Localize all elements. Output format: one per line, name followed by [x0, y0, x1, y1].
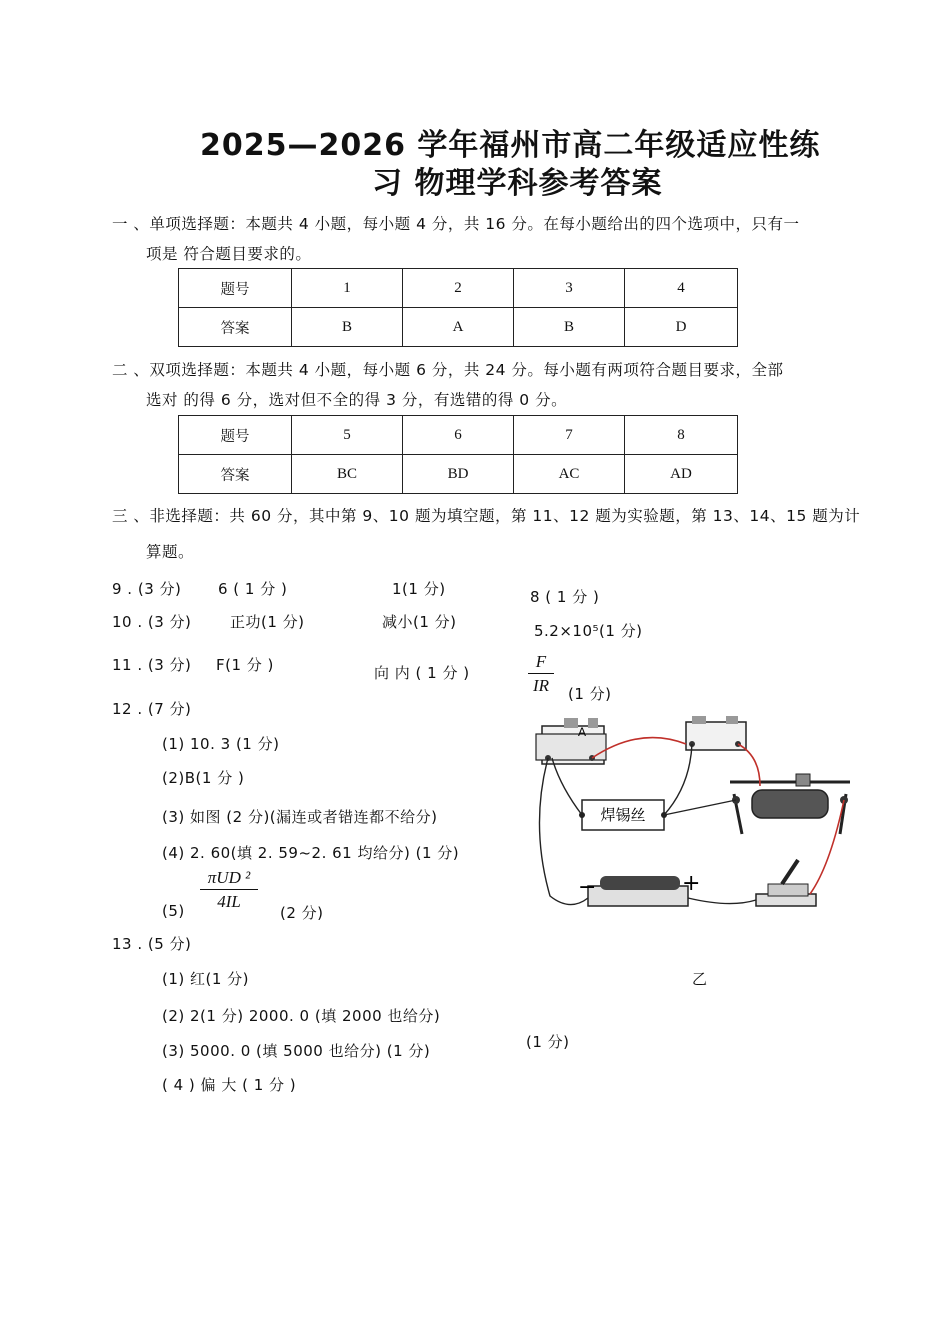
- q11-answer-1: F(1 分 ): [216, 656, 274, 674]
- q13-part-2-score: (1 分): [526, 1033, 570, 1051]
- section2-heading-cont: 选对 的得 6 分，选对但不全的得 3 分，有选错的得 0 分。: [146, 391, 568, 409]
- table-cell: BD: [403, 455, 514, 494]
- solder-wire-label: 焊锡丝: [600, 806, 646, 824]
- q10-answer-2: 减小(1 分): [382, 613, 457, 631]
- table-cell: 5: [292, 416, 403, 455]
- q9-label: 9 . (3 分): [112, 580, 182, 598]
- q13-part-2: (2) 2(1 分) 2000. 0 (填 2000 也给分): [162, 1007, 441, 1025]
- table-cell: 4: [625, 269, 738, 308]
- q10-answer-1: 正功(1 分): [230, 613, 305, 631]
- table-cell: 6: [403, 416, 514, 455]
- q13-part-3: (3) 5000. 0 (填 5000 也给分) (1 分): [162, 1042, 431, 1060]
- table-cell: BC: [292, 455, 403, 494]
- table-cell: 2: [403, 269, 514, 308]
- table-cell: 7: [514, 416, 625, 455]
- table-cell: 答案: [179, 455, 292, 494]
- ammeter-label: A: [577, 725, 587, 739]
- page-title-line1: 2025—2026 学年福州市高二年级适应性练: [200, 128, 821, 163]
- q12-part-5-label: (5): [162, 902, 185, 920]
- q12-label: 12 . (7 分): [112, 700, 192, 718]
- table-cell: B: [514, 308, 625, 347]
- page-title-line2: 习 物理学科参考答案: [372, 166, 663, 201]
- q11-fraction: [528, 652, 554, 695]
- q9-answer-2: 1(1 分): [392, 580, 446, 598]
- table-row: [179, 416, 738, 455]
- section2-heading: 二 、双项选择题：本题共 4 小题，每小题 6 分，共 24 分。每小题有两项符合题目要求，全部: [112, 361, 784, 379]
- section1-heading-cont: 项是 符合题目要求的。: [146, 245, 312, 263]
- q9-answer-1: 6 ( 1 分 ): [218, 580, 288, 598]
- q12-part-5-score: (2 分): [280, 904, 324, 922]
- section2-answer-table: [178, 415, 738, 494]
- circuit-diagram: [530, 716, 870, 916]
- table-cell: B: [292, 308, 403, 347]
- q11-fraction-numerator: F: [535, 652, 547, 671]
- section1-heading: 一 、单项选择题：本题共 4 小题，每小题 4 分，共 16 分。在每小题给出的四个选项中，只有一: [112, 215, 800, 233]
- table-row: [179, 455, 738, 494]
- table-cell: 题号: [179, 269, 292, 308]
- voltmeter: [686, 716, 746, 750]
- q11-label: 11 . (3 分): [112, 656, 192, 674]
- rheostat: [730, 774, 850, 834]
- table-cell: 题号: [179, 416, 292, 455]
- battery-minus: −: [578, 875, 597, 900]
- q11-answer-2: 向 内 ( 1 分 ): [374, 664, 470, 682]
- q12-part-2: (2)B(1 分 ): [162, 769, 245, 787]
- q13-label: 13 . (5 分): [112, 935, 192, 953]
- table-cell: AD: [625, 455, 738, 494]
- battery: [578, 871, 700, 906]
- table-cell: 3: [514, 269, 625, 308]
- table-row: [179, 269, 738, 308]
- q11-fraction-denominator: IR: [532, 676, 550, 695]
- q13-part-1: (1) 红(1 分): [162, 970, 250, 988]
- table-cell: AC: [514, 455, 625, 494]
- section3-heading: 三 、非选择题：共 60 分，其中第 9、10 题为填空题，第 11、12 题为实验题，第 13、14、15 题为计: [112, 507, 861, 525]
- q12-part-1: (1) 10. 3 (1 分): [162, 735, 280, 753]
- q13-part-4: ( 4 ) 偏 大 ( 1 分 ): [162, 1076, 297, 1094]
- table-cell: 答案: [179, 308, 292, 347]
- q12-part-5-denominator: 4IL: [217, 892, 241, 911]
- figure-caption: 乙: [692, 970, 708, 988]
- table-cell: A: [403, 308, 514, 347]
- q10-label: 10 . (3 分): [112, 613, 192, 631]
- section1-answer-table: [178, 268, 738, 347]
- table-cell: D: [625, 308, 738, 347]
- switch: [756, 860, 816, 906]
- ammeter: [536, 718, 606, 764]
- q10-answer-3: 5.2×10⁵(1 分): [534, 622, 643, 640]
- q12-part-3: (3) 如图 (2 分)(漏连或者错连都不给分): [162, 808, 438, 826]
- table-cell: 1: [292, 269, 403, 308]
- table-cell: 8: [625, 416, 738, 455]
- q11-answer-3-score: (1 分): [568, 685, 612, 703]
- q12-part-5-fraction: [200, 868, 258, 911]
- battery-plus: +: [682, 871, 701, 896]
- q12-part-4: (4) 2. 60(填 2. 59~2. 61 均给分) (1 分): [162, 844, 460, 862]
- table-row: [179, 308, 738, 347]
- q9-answer-3: 8 ( 1 分 ): [530, 588, 600, 606]
- q12-part-5-numerator: πUD ²: [207, 868, 251, 887]
- section3-heading-cont: 算题。: [146, 543, 195, 561]
